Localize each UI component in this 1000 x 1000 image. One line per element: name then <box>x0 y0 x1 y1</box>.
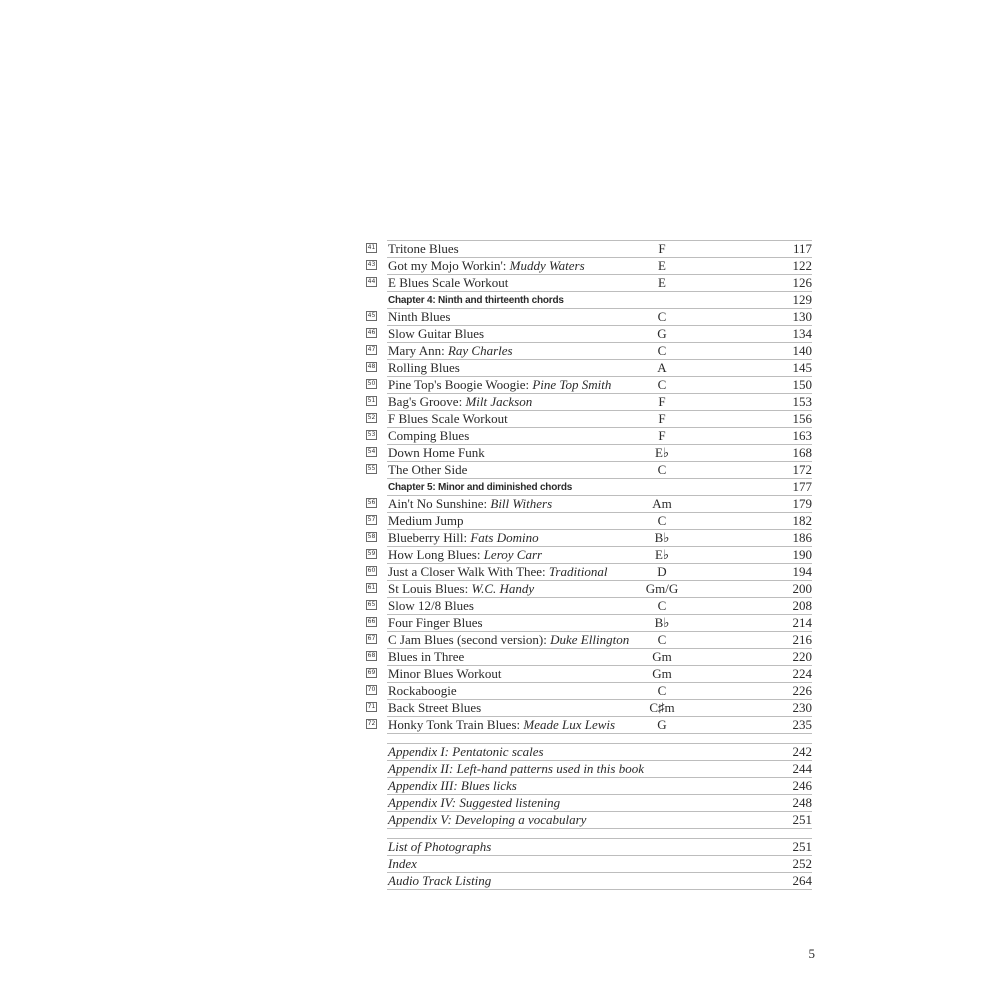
appendix-title: Appendix V: Developing a vocabulary <box>388 812 587 827</box>
toc-entry <box>366 410 812 427</box>
page-reference: 251 <box>792 839 812 854</box>
toc-entry <box>366 359 812 376</box>
song-artist: Milt Jackson <box>465 394 533 409</box>
audio-track-icon: 58 <box>367 533 376 540</box>
song-key: F <box>658 428 666 443</box>
entry-title <box>388 427 469 444</box>
song-artist: Leroy Carr <box>483 547 543 562</box>
audio-track-icon: 47 <box>367 346 376 353</box>
toc-entry <box>366 257 812 274</box>
song-artist: Fats Domino <box>470 530 539 545</box>
page-reference: 252 <box>792 856 812 871</box>
appendix-title: Index <box>388 856 417 871</box>
audio-track-icon: 57 <box>367 516 376 523</box>
toc-entry <box>366 376 812 393</box>
page-reference: 150 <box>792 377 812 392</box>
page-reference: 194 <box>792 564 812 579</box>
page-reference: 122 <box>792 258 812 273</box>
toc-entry <box>366 682 812 699</box>
chapter-heading <box>366 478 812 495</box>
chapter-title: Chapter 4: Ninth and thirteenth chords <box>388 295 564 306</box>
entry-title <box>388 682 457 699</box>
audio-track-icon: 55 <box>367 465 376 472</box>
song-artist: Meade Lux Lewis <box>523 717 616 732</box>
song-key: F <box>658 411 666 426</box>
song-key: Am <box>652 496 672 511</box>
song-artist: Bill Withers <box>490 496 553 511</box>
appendix-entry <box>366 760 812 777</box>
page-reference: 140 <box>792 343 812 358</box>
chapter-title: Chapter 5: Minor and diminished chords <box>388 482 573 493</box>
entry-title <box>388 580 534 597</box>
appendix-title: Audio Track Listing <box>388 873 492 888</box>
toc-entry <box>366 563 812 580</box>
entry-title <box>388 274 508 291</box>
song-key: C <box>657 309 667 324</box>
song-key: Gm/G <box>645 581 679 596</box>
toc-entry <box>366 614 812 631</box>
page-reference: 117 <box>792 241 812 256</box>
audio-track-icon: 45 <box>367 312 376 319</box>
toc-entry <box>366 597 812 614</box>
page-reference: 220 <box>792 649 812 664</box>
entry-title <box>388 359 460 376</box>
audio-track-icon: 70 <box>367 686 376 693</box>
page-reference: 145 <box>792 360 812 375</box>
song-artist: Traditional <box>548 564 608 579</box>
song-title: Rolling Blues <box>388 360 460 375</box>
entry-title <box>388 495 552 512</box>
page-reference: 226 <box>792 683 812 698</box>
song-key: C <box>657 377 667 392</box>
toc-entry <box>366 461 812 478</box>
song-title: Back Street Blues <box>388 700 482 715</box>
page-reference: 246 <box>792 778 812 793</box>
toc-entry <box>366 580 812 597</box>
page-reference: 177 <box>792 479 812 494</box>
section-gap <box>366 733 812 743</box>
song-key: G <box>657 326 667 341</box>
song-key: G <box>657 717 667 732</box>
toc-entry <box>366 325 812 342</box>
toc-entry <box>366 427 812 444</box>
song-title: Pine Top's Boogie Woogie: <box>388 377 533 392</box>
entry-title <box>388 512 463 529</box>
audio-track-icon: 69 <box>367 669 376 676</box>
song-title: Tritone Blues <box>388 241 459 256</box>
toc-entry <box>366 342 812 359</box>
song-artist: W.C. Handy <box>471 581 535 596</box>
audio-track-icon: 51 <box>367 397 376 404</box>
appendix-entry <box>366 855 812 872</box>
entry-title <box>388 597 474 614</box>
page-reference: 190 <box>792 547 812 562</box>
song-title: Slow Guitar Blues <box>388 326 485 341</box>
section-gap <box>366 828 812 838</box>
page-reference: 214 <box>792 615 812 630</box>
song-title: How Long Blues: <box>388 547 484 562</box>
song-title: Comping Blues <box>388 428 470 443</box>
appendix-title: Appendix I: Pentatonic scales <box>388 744 544 759</box>
page-reference: 129 <box>792 292 812 307</box>
entry-title <box>388 308 450 325</box>
audio-track-icon: 52 <box>367 414 376 421</box>
page-reference: 230 <box>792 700 812 715</box>
entry-title <box>388 461 467 478</box>
appendix-title: Appendix III: Blues licks <box>388 778 517 793</box>
entry-title <box>388 546 542 563</box>
toc-entry <box>366 648 812 665</box>
toc-entry <box>366 699 812 716</box>
entry-title <box>388 410 508 427</box>
song-key: F <box>658 394 666 409</box>
appendix-title: List of Photographs <box>388 839 492 854</box>
entry-title <box>388 699 481 716</box>
song-key: C♯m <box>649 700 675 715</box>
entry-title <box>388 240 459 257</box>
entry-title <box>388 257 585 274</box>
page-reference: 242 <box>792 744 812 759</box>
audio-track-icon: 50 <box>367 380 376 387</box>
toc-entry <box>366 631 812 648</box>
page-reference: 208 <box>792 598 812 613</box>
song-title: Medium Jump <box>388 513 464 528</box>
page-reference: 179 <box>792 496 812 511</box>
entry-title <box>388 325 484 342</box>
song-title: Bag's Groove: <box>388 394 466 409</box>
toc-entry <box>366 529 812 546</box>
page-reference: 172 <box>792 462 812 477</box>
song-title: The Other Side <box>388 462 468 477</box>
song-key: E <box>658 275 666 290</box>
song-title: Ain't No Sunshine: <box>388 496 491 511</box>
page-reference: 153 <box>792 394 812 409</box>
song-key: D <box>657 564 667 579</box>
appendix-entry <box>366 872 812 889</box>
song-artist: Ray Charles <box>447 343 513 358</box>
entry-title <box>388 648 464 665</box>
song-title: Slow 12/8 Blues <box>388 598 474 613</box>
appendix-title: Appendix II: Left-hand patterns used in this book <box>388 761 644 776</box>
audio-track-icon: 46 <box>367 329 376 336</box>
toc-entry <box>366 393 812 410</box>
entry-title <box>388 563 607 580</box>
song-key: C <box>657 683 667 698</box>
audio-track-icon: 72 <box>367 720 376 727</box>
audio-track-icon: 67 <box>367 635 376 642</box>
audio-track-icon: 56 <box>367 499 376 506</box>
audio-track-icon: 65 <box>367 601 376 608</box>
song-key: E <box>658 258 666 273</box>
toc-entry <box>366 665 812 682</box>
song-title: Four Finger Blues <box>388 615 483 630</box>
audio-track-icon: 66 <box>367 618 376 625</box>
song-key: F <box>658 241 666 256</box>
song-key: E♭ <box>654 547 670 562</box>
audio-track-icon: 48 <box>367 363 376 370</box>
audio-track-icon: 60 <box>367 567 376 574</box>
page-reference: 251 <box>792 812 812 827</box>
audio-track-icon: 71 <box>367 703 376 710</box>
audio-track-icon: 44 <box>367 278 376 285</box>
song-key: C <box>657 513 667 528</box>
song-key: C <box>657 462 667 477</box>
song-title: C Jam Blues (second version): <box>388 632 551 647</box>
appendix-entry <box>366 811 812 828</box>
audio-track-icon: 54 <box>367 448 376 455</box>
song-key: Gm <box>652 649 672 664</box>
page-reference: 156 <box>792 411 812 426</box>
appendix-entry <box>366 794 812 811</box>
audio-track-icon: 61 <box>367 584 376 591</box>
entry-title <box>388 444 485 461</box>
song-key: A <box>657 360 667 375</box>
song-artist: Muddy Waters <box>509 258 585 273</box>
page-reference: 186 <box>792 530 812 545</box>
song-key: C <box>657 598 667 613</box>
song-artist: Duke Ellington <box>550 632 630 647</box>
page-reference: 244 <box>792 761 812 776</box>
song-title: Minor Blues Workout <box>388 666 502 681</box>
song-key: Gm <box>652 666 672 681</box>
song-key: B♭ <box>654 530 670 545</box>
toc-entry <box>366 444 812 461</box>
page-number: 5 <box>808 946 815 961</box>
song-title: F Blues Scale Workout <box>388 411 508 426</box>
page-reference: 216 <box>792 632 812 647</box>
page-reference: 130 <box>792 309 812 324</box>
page-reference: 224 <box>792 666 812 681</box>
page-reference: 163 <box>792 428 812 443</box>
song-title: Just a Closer Walk With Thee: <box>388 564 549 579</box>
appendix-entry <box>366 777 812 794</box>
appendix-entry <box>366 743 812 760</box>
audio-track-icon: 59 <box>367 550 376 557</box>
audio-track-icon: 43 <box>367 261 376 268</box>
song-title: Rockaboogie <box>388 683 457 698</box>
song-title: Ninth Blues <box>388 309 451 324</box>
toc-entry <box>366 495 812 512</box>
toc-entry <box>366 274 812 291</box>
entry-title <box>388 529 539 546</box>
song-title: Down Home Funk <box>388 445 485 460</box>
entry-title <box>388 376 611 393</box>
appendix-entry <box>366 838 812 855</box>
entry-title <box>388 393 532 410</box>
song-title: E Blues Scale Workout <box>388 275 509 290</box>
song-key: C <box>657 632 667 647</box>
song-title: Mary Ann: <box>388 343 448 358</box>
entry-title <box>388 665 502 682</box>
song-title: Honky Tonk Train Blues: <box>388 717 524 732</box>
song-key: B♭ <box>654 615 670 630</box>
page-reference: 264 <box>792 873 812 888</box>
toc-entry <box>366 512 812 529</box>
entry-title <box>388 716 615 733</box>
audio-track-icon: 53 <box>367 431 376 438</box>
song-key: C <box>657 343 667 358</box>
audio-track-icon: 68 <box>367 652 376 659</box>
audio-track-icon: 41 <box>367 244 376 251</box>
page-reference: 200 <box>792 581 812 596</box>
toc-entry <box>366 546 812 563</box>
chapter-heading <box>366 291 812 308</box>
toc-entry <box>366 308 812 325</box>
song-artist: Pine Top Smith <box>532 377 612 392</box>
toc-entry <box>366 240 812 257</box>
entry-title <box>388 614 483 631</box>
page-reference: 235 <box>792 717 812 732</box>
table-of-contents <box>366 240 812 889</box>
page-reference: 126 <box>792 275 812 290</box>
page-reference: 182 <box>792 513 812 528</box>
toc-entry <box>366 716 812 733</box>
entry-title <box>388 342 513 359</box>
song-title: Got my Mojo Workin': <box>388 258 510 273</box>
page-reference: 134 <box>792 326 812 341</box>
page-reference: 168 <box>792 445 812 460</box>
song-title: St Louis Blues: <box>388 581 472 596</box>
appendix-title: Appendix IV: Suggested listening <box>388 795 561 810</box>
song-title: Blueberry Hill: <box>388 530 471 545</box>
song-title: Blues in Three <box>388 649 465 664</box>
page-reference: 248 <box>792 795 812 810</box>
song-key: E♭ <box>654 445 670 460</box>
entry-title <box>388 631 629 648</box>
